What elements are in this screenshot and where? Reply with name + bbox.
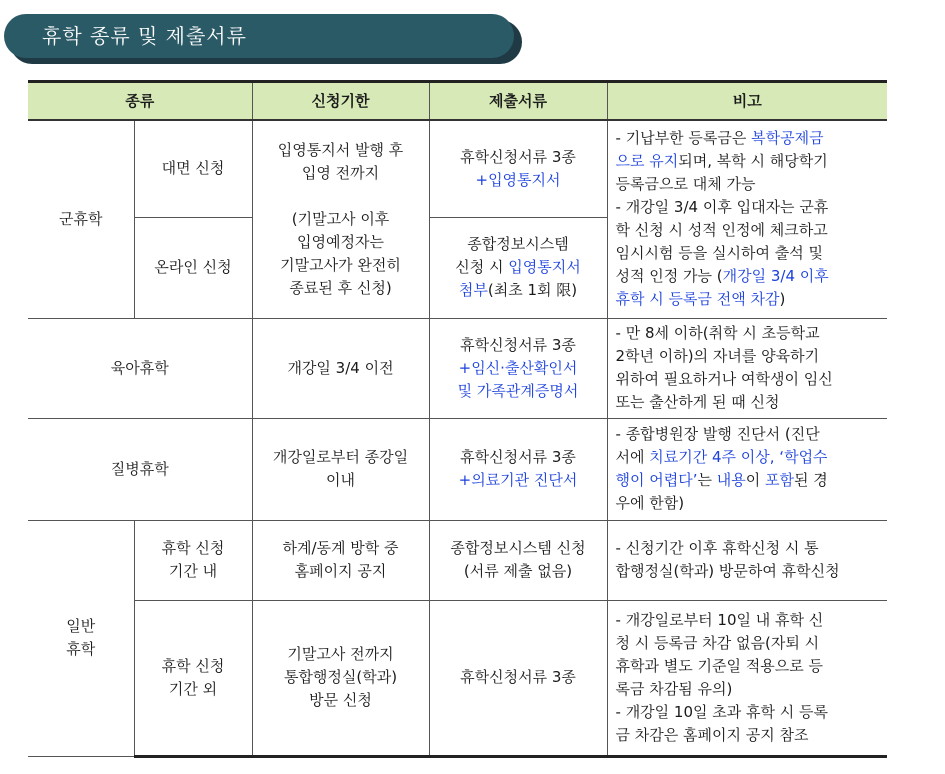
header-deadline: 신청기한 (252, 82, 429, 121)
illness-deadline: 개강일로부터 종강일 이내 (252, 418, 429, 520)
general-leave-type: 일반 휴학 (28, 520, 134, 756)
table-row (28, 418, 887, 520)
childcare-documents: 휴학신청서류 3종 +임신·출산확인서 및 가족관계증명서 (429, 318, 607, 418)
header-documents: 제출서류 (429, 82, 607, 121)
general-within-deadline: 하계/동계 방학 중 홈페이지 공지 (252, 520, 429, 600)
table-row (28, 520, 887, 600)
table-header-row (28, 82, 887, 121)
table-row (28, 600, 887, 756)
header-remarks: 비고 (607, 82, 887, 121)
military-deadline: 입영통지서 발행 후 입영 전까지 (기말고사 이후 입영예정자는 기말고사가 완전히 종료된 후 신청) (252, 120, 429, 318)
general-outside-period: 휴학 신청 기간 외 (134, 600, 252, 756)
military-in-person-documents: 휴학신청서류 3종 +입영통지서 (429, 120, 607, 217)
illness-leave-type: 질병휴학 (28, 418, 252, 520)
childcare-leave-type: 육아휴학 (28, 318, 252, 418)
general-outside-deadline: 기말고사 전까지 통합행정실(학과) 방문 신청 (252, 600, 429, 756)
general-within-period: 휴학 신청 기간 내 (134, 520, 252, 600)
military-online-documents: 종합정보시스템 신청 시 입영통지서 첨부(최초 1회 限) (429, 217, 607, 318)
military-remarks: - 기납부한 등록금은 복학공제금 으로 유지되며, 복학 시 해당학기 등록금으로 대체 가능 - 개강일 3/4 이후 입대자는 군휴 학 신청 시 성적 인정에 체크하고 임시시험 등을 실시하여 출석 및 성적 인정 가능 (개강일 3/4 이후 휴학 시 등록금 전액 차감) (607, 120, 887, 318)
illness-documents: 휴학신청서류 3종 +의료기관 진단서 (429, 418, 607, 520)
header-type: 종류 (28, 82, 252, 121)
general-within-remarks: - 신청기간 이후 휴학신청 시 통 합행정실(학과) 방문하여 휴학신청 (607, 520, 887, 600)
childcare-deadline: 개강일 3/4 이전 (252, 318, 429, 418)
general-outside-remarks: - 개강일로부터 10일 내 휴학 신 청 시 등록금 차감 없음(자퇴 시 휴학과 별도 기준일 적용으로 등 록금 차감됨 유의) - 개강일 10일 초과 휴학 시 등록 금 차감은 홈페이지 공지 참조 (607, 600, 887, 756)
section-title: 휴학 종류 및 제출서류 (4, 14, 514, 58)
general-outside-documents: 휴학신청서류 3종 (429, 600, 607, 756)
childcare-remarks: - 만 8세 이하(취학 시 초등학교 2학년 이하)의 자녀를 양육하기 위하여 필요하거나 여학생이 임신 또는 출산하게 된 때 신청 (607, 318, 887, 418)
leave-types-table (28, 80, 887, 758)
military-online-method: 온라인 신청 (134, 217, 252, 318)
military-leave-type: 군휴학 (28, 120, 134, 318)
illness-remarks: - 종합병원장 발행 진단서 (진단 서에 치료기간 4주 이상, ‘학업수 행이 어렵다’는 내용이 포함된 경 우에 한함) (607, 418, 887, 520)
military-in-person-method: 대면 신청 (134, 120, 252, 217)
table-row (28, 120, 887, 217)
general-within-documents: 종합정보시스템 신청 (서류 제출 없음) (429, 520, 607, 600)
table-row (28, 318, 887, 418)
